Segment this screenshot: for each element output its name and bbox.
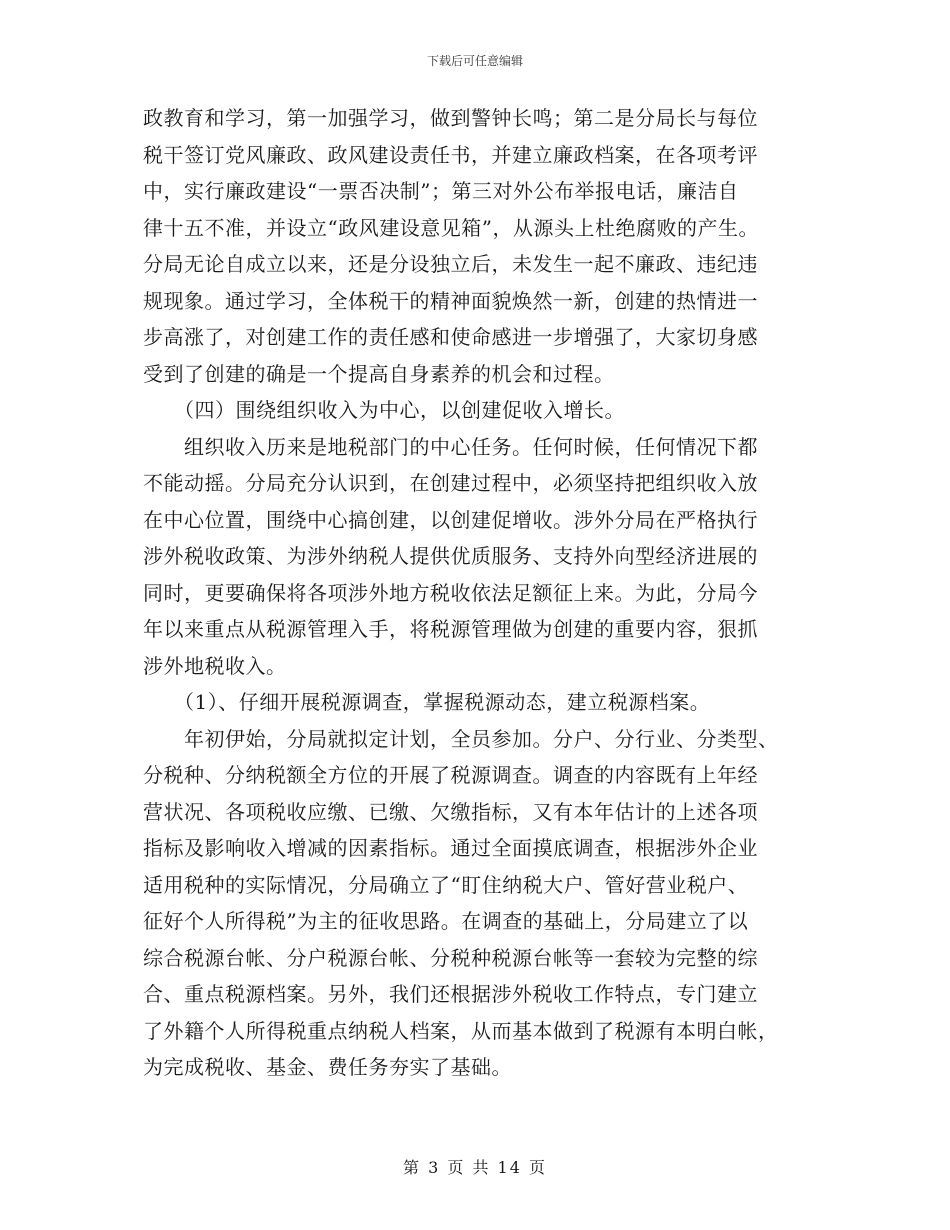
text-line: 不能动摇。分局充分认识到，在创建过程中，必须坚持把组织收入放: [143, 471, 758, 495]
text-line: 征好个人所得税”为主的征收思路。在调查的基础上，分局建立了以: [143, 909, 749, 933]
text-line: 中，实行廉政建设“一票否决制”；第三对外公布举报电话，廉洁自: [143, 179, 739, 203]
text-line: 步高涨了，对创建工作的责任感和使命感进一步增强了，大家切身感: [143, 325, 758, 349]
text-line: 同时，更要确保将各项涉外地方税收依法足额征上来。为此，分局今: [143, 580, 758, 605]
page-footer: 第 3 页 共 14 页: [403, 1158, 547, 1177]
text-line: 组织收入历来是地税部门的中心任务。任何时候，任何情况下都: [143, 434, 758, 459]
text-line: 适用税种的实际情况，分局确立了“盯住纳税大户、管好营业税户、: [143, 872, 749, 897]
text-line: 综合税源台帐、分户税源台帐、分税种税源台帐等一套较为完整的综: [143, 945, 758, 970]
page-header: 下载后可任意编辑: [426, 54, 523, 68]
text-line: 合、重点税源档案。另外，我们还根据涉外税收工作特点，专门建立: [143, 982, 758, 1006]
text-line: 在中心位置，围绕中心搞创建，以创建促增收。涉外分局在严格执行: [143, 507, 758, 532]
text-line: 年以来重点从税源管理入手，将税源管理做为创建的重要内容，狠抓: [143, 617, 758, 641]
text-line: 规现象。通过学习，全体税干的精神面貌焕然一新，创建的热情进一: [143, 288, 758, 313]
text-line: 营状况、各项税收应缴、已缴、欠缴指标，又有本年估计的上述各项: [143, 799, 758, 824]
text-line: 政教育和学习，第一加强学习，做到警钟长鸣；第二是分局长与每位: [143, 106, 758, 130]
text-line: 税干签订党风廉政、政风建设责任书，并建立廉政档案，在各项考评: [143, 142, 758, 167]
text-line: 年初伊始，分局就拟定计划，全员参加。分户、分行业、分类型、: [143, 726, 779, 751]
text-line: 涉外地税收入。: [143, 653, 287, 678]
text-line: 受到了创建的确是一个提高自身素养的机会和过程。: [143, 361, 615, 386]
section-heading: （1）、仔细开展税源调查，掌握税源动态，建立税源档案。: [143, 690, 711, 714]
text-line: 了外籍个人所得税重点纳税人档案，从而基本做到了税源有本明白帐，: [143, 1018, 779, 1043]
section-heading: （四）围绕组织收入为中心，以创建促收入增长。: [143, 398, 625, 422]
document-body: [143, 100, 813, 1086]
text-line: 律十五不准，并设立“政风建设意见箱”，从源头上杜绝腐败的产生。: [143, 215, 759, 240]
text-line: 为完成税收、基金、费任务夯实了基础。: [143, 1055, 512, 1079]
text-line: 分税种、分纳税额全方位的开展了税源调查。调查的内容既有上年经: [143, 763, 758, 787]
text-line: 分局无论自成立以来，还是分设独立后，未发生一起不廉政、违纪违: [143, 252, 758, 276]
text-line: 涉外税收政策、为涉外纳税人提供优质服务、支持外向型经济进展的: [143, 544, 758, 568]
text-line: 指标及影响收入增减的因素指标。通过全面摸底调查，根据涉外企业: [143, 836, 758, 860]
